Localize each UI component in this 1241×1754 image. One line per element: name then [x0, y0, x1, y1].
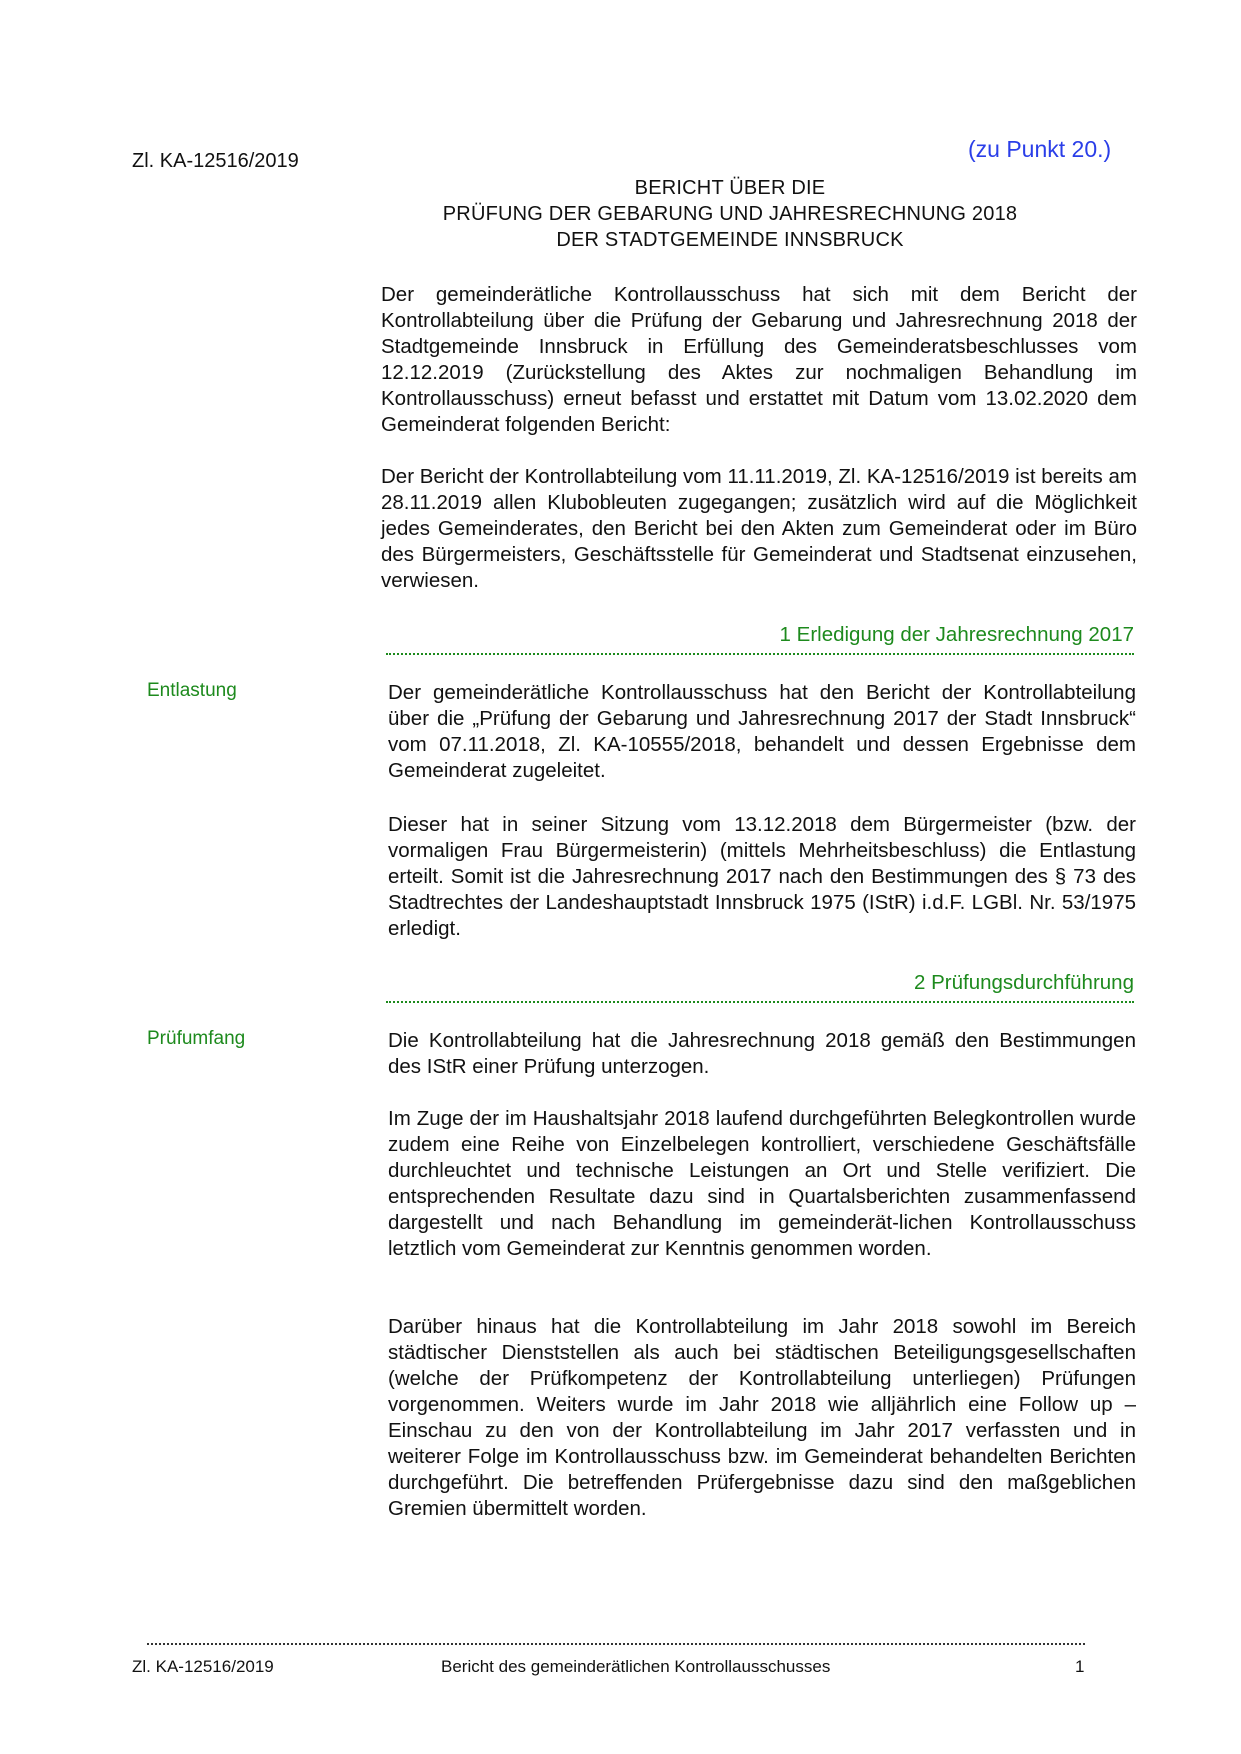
report-title-line-2: PRÜFUNG DER GEBARUNG UND JAHRESRECHNUNG 2018	[442, 203, 1018, 225]
report-title-line-1: BERICHT ÜBER DIE	[634, 177, 826, 199]
section-1-paragraph-2: Dieser hat in seiner Sitzung vom 13.12.2018 dem Bürgermeister (bzw. der vormaligen Frau Bürgermeisterin) (mittels Mehrheitsbeschluss) die Entlastung erteilt. Somit ist die Jahresrechnung 2017 nach den Bestimmungen des § 73 des Stadtrechtes der Landeshauptstadt Innsbruck 1975 (IStR) i.d.F. LGBl. Nr. 53/1975 erledigt.	[388, 813, 1136, 940]
margin-label-pruefumfang: Prüfumfang	[147, 1028, 246, 1049]
section-2-paragraph-2: Im Zuge der im Haushaltsjahr 2018 laufend durchgeführten Belegkontrollen wurde zudem eine Reihe von Einzelbelegen kontrolliert, verschiedene Geschäftsfälle durchleuchtet und technische Leistungen an Ort und Stelle verifiziert. Die entsprechenden Resultate dazu sind in Quartalsberichten zusammenfassend dargestellt und nach Behandlung im gemeinderät-lichen Kontrollausschuss letztlich vom Gemeinderat zur Kenntnis genommen worden.	[388, 1107, 1136, 1260]
section-heading-1: 1 Erledigung der Jahresrechnung 2017	[386, 622, 1134, 655]
intro-paragraph-2: Der Bericht der Kontrollabteilung vom 11.11.2019, Zl. KA-12516/2019 ist bereits am 28.11.2019 allen Klubobleuten zugegangen; zusätzlich wird auf die Möglichkeit jedes Gemeinderates, den Bericht bei den Akten zum Gemeinderat oder im Büro des Bürgermeisters, Geschäftsstelle für Gemeinderat und Stadtsenat einzusehen, verwiesen.	[381, 465, 1137, 592]
footer-title: Bericht des gemeinderätlichen Kontrollausschusses	[441, 1657, 831, 1676]
page-number: 1	[1075, 1657, 1085, 1676]
footer-divider	[147, 1643, 1085, 1645]
intro-paragraph-1: Der gemeinderätliche Kontrollausschuss hat sich mit dem Bericht der Kontrollabteilung über die Prüfung der Gebarung und Jahresrechnung 2018 der Stadtgemeinde Innsbruck in Erfüllung des Gemeinderatsbeschlusses vom 12.12.2019 (Zurückstellung des Aktes zur nochmaligen Behandlung im Kontrollausschuss) erneut befasst und erstattet mit Datum vom 13.02.2020 dem Gemeinderat folgenden Bericht:	[381, 283, 1137, 436]
report-title	[380, 175, 1080, 253]
margin-label-entlastung: Entlastung	[147, 680, 237, 701]
report-title-line-3: DER STADTGEMEINDE INNSBRUCK	[556, 229, 904, 251]
section-1-paragraph-1: Der gemeinderätliche Kontrollausschuss hat den Bericht der Kontrollabteilung über die „Prüfung der Gebarung und Jahresrechnung 2017 der Stadt Innsbruck“ vom 07.11.2018, Zl. KA-10555/2018, behandelt und dessen Ergebnisse dem Gemeinderat zugeleitet.	[388, 681, 1136, 782]
section-heading-2: 2 Prüfungsdurchführung	[386, 970, 1134, 1003]
reference-number: Zl. KA-12516/2019	[132, 150, 299, 172]
section-2-paragraph-1: Die Kontrollabteilung hat die Jahresrechnung 2018 gemäß den Bestimmungen des IStR einer Prüfung unterzogen.	[388, 1029, 1136, 1078]
agenda-item-note: (zu Punkt 20.)	[968, 136, 1112, 162]
section-2-paragraph-3: Darüber hinaus hat die Kontrollabteilung im Jahr 2018 sowohl im Bereich städtischer Dienststellen als auch bei städtischen Beteiligungsgesellschaften (welche der Prüfkompetenz der Kontrollabteilung unterliegen) Prüfungen vorgenommen. Weiters wurde im Jahr 2018 wie alljährlich eine Follow up – Einschau zu den von der Kontrollabteilung im Jahr 2017 verfassten und in weiterer Folge im Kontrollausschuss bzw. im Gemeinderat behandelten Berichten durchgeführt. Die betreffenden Prüfergebnisse dazu sind den maßgeblichen Gremien übermittelt worden.	[388, 1315, 1136, 1520]
footer-reference: Zl. KA-12516/2019	[132, 1657, 274, 1676]
